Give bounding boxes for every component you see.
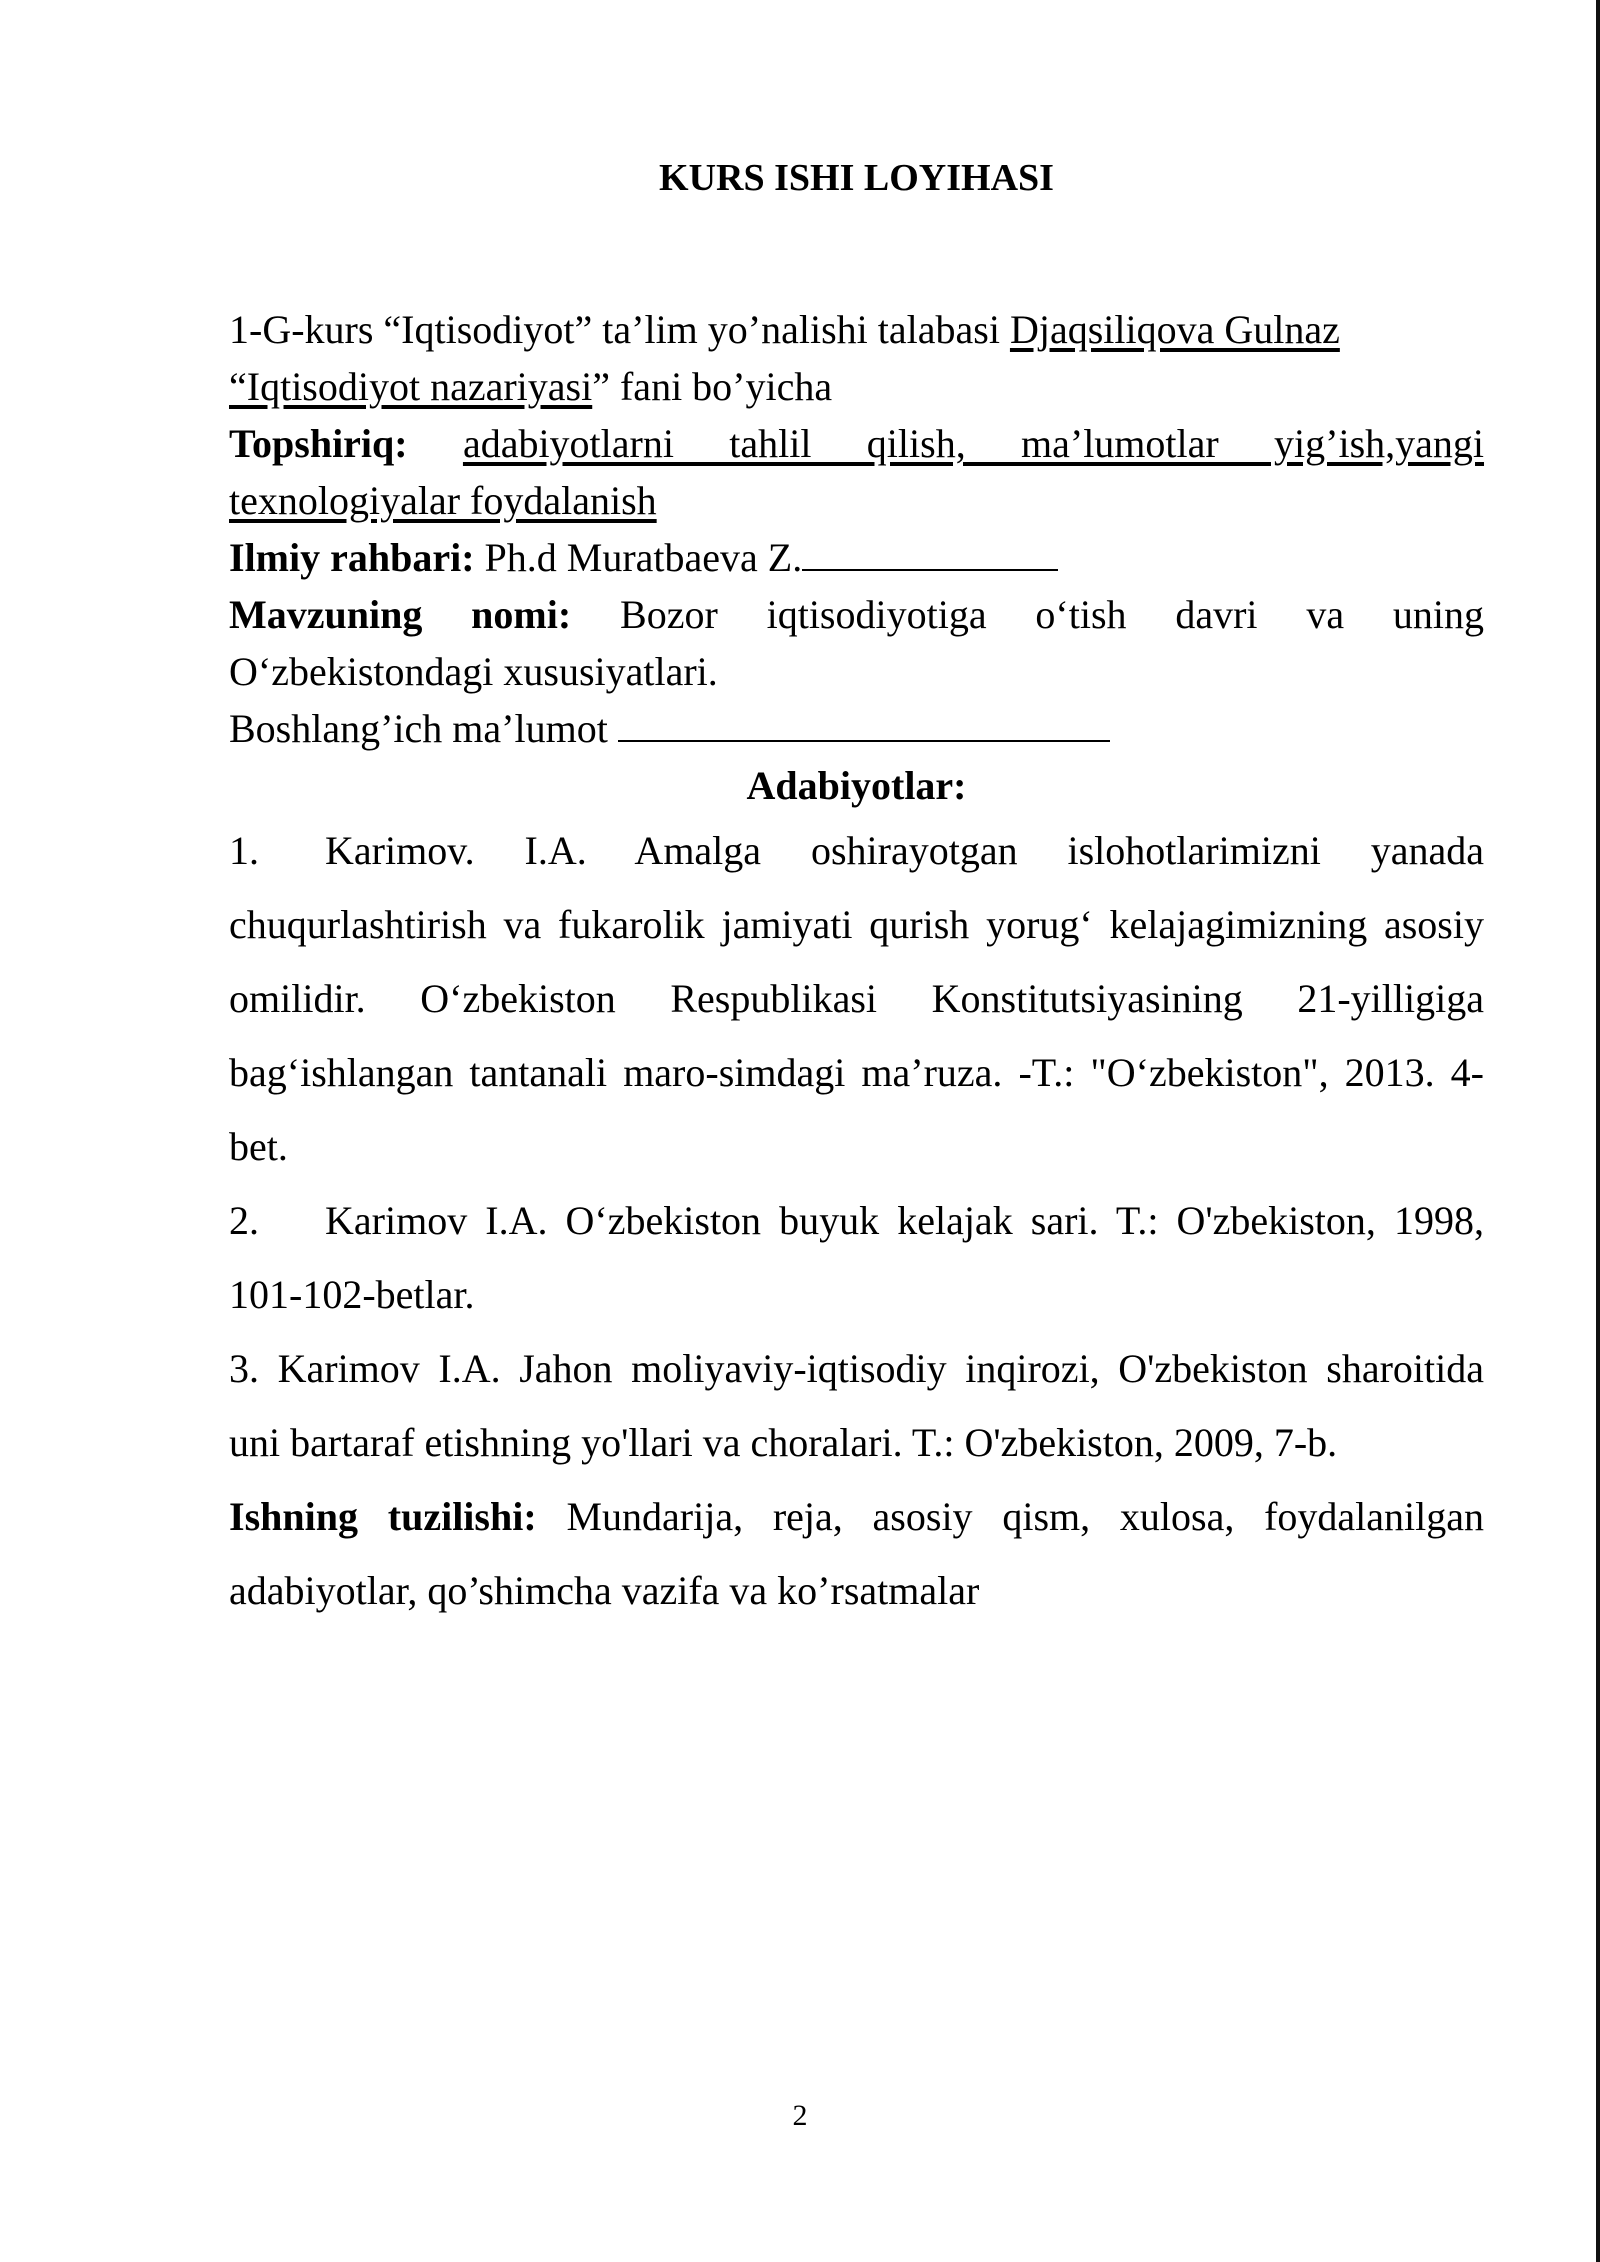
reference-number: 3. [229, 1346, 259, 1391]
reference-number: 2. [229, 1198, 259, 1243]
initial-info-paragraph [229, 700, 1484, 757]
document-body [229, 301, 1484, 1628]
intro-paragraph [229, 301, 1484, 415]
reference-text: Karimov I.A. Jahon moliyaviy-iqtisodiy inqirozi, O'zbekiston sharoitida uni bartaraf etishning yo'llari va choralari. T.: O'zbekiston, 2009, 7-b. [229, 1346, 1485, 1465]
task-value: adabiyotlarni tahlil qilish, ma’lumotlar yig’ish,yangi texnologiyalar foydalanish [229, 421, 1485, 523]
references-heading: Adabiyotlar: [746, 763, 967, 808]
references-list [229, 814, 1484, 1628]
task-label: Topshiriq: [229, 421, 408, 466]
document-title: KURS ISHI LOYIHASI [659, 157, 1054, 199]
intro-prefix: 1-G-kurs “Iqtisodiyot” ta’lim yo’nalishi talabasi [229, 307, 1010, 352]
structure-paragraph [229, 1480, 1484, 1628]
topic-label: Mavzuning nomi: [229, 592, 572, 637]
reference-item [229, 1184, 1484, 1332]
reference-number: 1. [229, 828, 259, 873]
topic-paragraph [229, 586, 1484, 700]
initial-info-blank [618, 700, 1110, 742]
reference-text: Karimov. I.A. Amalga oshirayotgan islohotlarimizni yanada chuqurlashtirish va fukarolik jamiyati qurish yorug‘ kelajagimizning asosiy omilidir. O‘zbekiston Respublikasi Konstitutsiyasining 21-yilligiga bag‘ishlangan tantanali maro-simdagi ma’ruza. -T.: "O‘zbekiston", 2013. 4-bet. [229, 828, 1484, 1169]
reference-text: Karimov I.A. O‘zbekiston buyuk kelajak sari. T.: O'zbekiston, 1998, 101-102-betlar. [229, 1198, 1484, 1317]
task-paragraph [229, 415, 1484, 529]
subject-name: “Iqtisodiyot nazariyasi [229, 364, 593, 409]
advisor-label: Ilmiy rahbari: [229, 535, 475, 580]
intro-suffix: ” fani bo’yicha [592, 364, 833, 409]
student-name: Djaqsiliqova Gulnaz [1009, 307, 1340, 352]
page-edge-bar [1596, 0, 1600, 2262]
structure-value: Mundarija, reja, asosiy qism, xulosa, foydalanilgan adabiyotlar, qo’shimcha vazifa va ko’rsatmalar [229, 1494, 1485, 1613]
reference-item [229, 1332, 1484, 1480]
reference-item [229, 814, 1484, 1184]
advisor-paragraph [229, 529, 1484, 586]
topic-value: Bozor iqtisodiyotiga o‘tish davri va uning O‘zbekistondagi xususiyatlari. [229, 592, 1485, 694]
structure-label: Ishning tuzilishi: [229, 1494, 537, 1539]
page-number: 2 [792, 2099, 808, 2132]
advisor-signature-blank [802, 529, 1058, 571]
advisor-value: Ph.d Muratbaeva Z. [484, 535, 803, 580]
initial-info-label: Boshlang’ich ma’lumot [229, 706, 608, 751]
